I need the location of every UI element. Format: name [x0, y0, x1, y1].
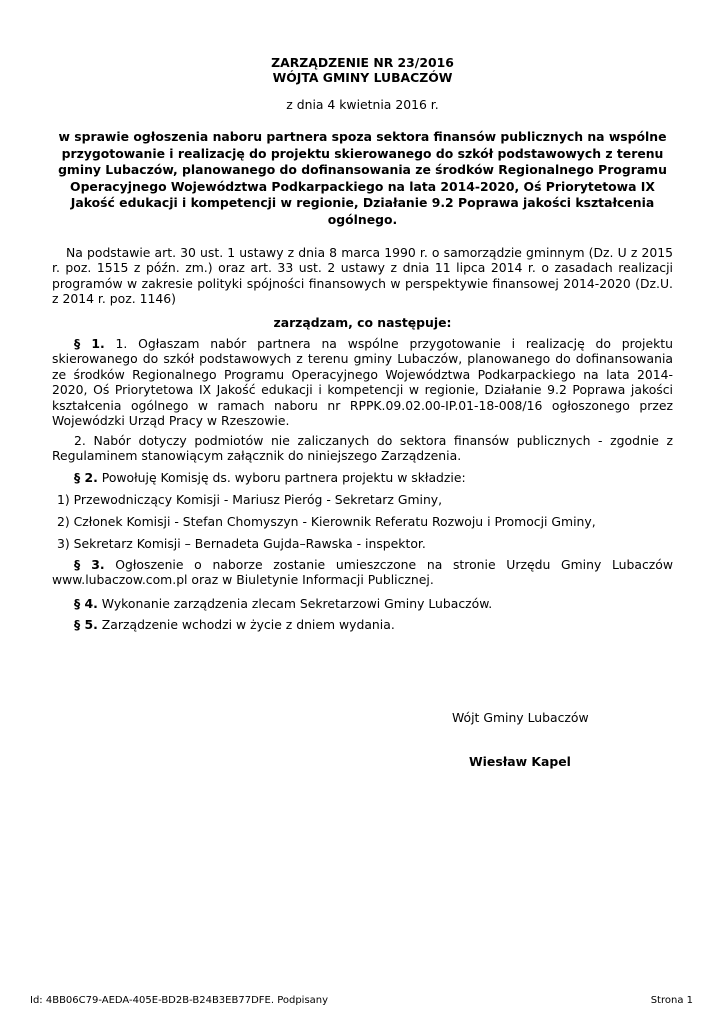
section-4-text: Wykonanie zarządzenia zlecam Sekretarzowi Gminy Lubaczów. — [101, 596, 493, 611]
section-4-label: § 4. — [74, 596, 98, 611]
section-5-text: Zarządzenie wchodzi w życie z dniem wydania. — [101, 617, 395, 632]
document-page — [52, 0, 673, 1024]
section-1-paragraph-2 — [52, 433, 673, 464]
page-number: Strona 1 — [650, 995, 693, 1006]
section-1-paragraph-1 — [52, 336, 673, 428]
signature-role: Wójt Gminy Lubaczów — [452, 710, 589, 725]
section-3-label: § 3. — [74, 557, 105, 572]
section-2-label: § 2. — [74, 470, 98, 485]
title-line-2: WÓJTA GMINY LUBACZÓW — [272, 70, 453, 85]
title-line-1: ZARZĄDZENIE NR 23/2016 — [271, 55, 454, 70]
section-3-paragraph — [52, 557, 673, 588]
section-1-text-1: 1. Ogłaszam nabór partnera na wspólne przygotowanie i realizację do projektu skierowanego do szkół podstawowych z terenu gminy Lubaczów, planowanego do dofinansowania ze środków Regionalnego Programu Operacyjnego Województwa Podkarpackiego na lata 2014-2020, Oś Priorytetowa IX Jakość edukacji i kompetencji w regionie, Działanie 9.2 Poprawa jakości kształcenia ogólnego w ramach naboru nr RPPK.09.02.00-IP.01-18-008/16 ogłoszonego przez Wojewódzki Urząd Pracy w Rzeszowie. — [52, 336, 673, 429]
committee-member-1: 1) Przewodniczący Komisji - Mariusz Pieróg - Sekretarz Gminy, — [57, 492, 443, 507]
document-date: z dnia 4 kwietnia 2016 r. — [286, 97, 439, 112]
section-5-paragraph — [52, 617, 673, 632]
section-1-text-2: 2. Nabór dotyczy podmiotów nie zaliczanych do sektora finansów publicznych - zgodnie z Regulaminem stanowiącym załącznik do niniejszego Zarządzenia. — [52, 433, 673, 464]
section-5-label: § 5. — [74, 617, 98, 632]
section-4-paragraph — [52, 596, 673, 611]
committee-member-2: 2) Członek Komisji - Stefan Chomyszyn - Kierownik Referatu Rozwoju i Promocji Gminy, — [57, 514, 596, 529]
signature-name: Wiesław Kapel — [469, 754, 571, 769]
section-1-label: § 1. — [74, 336, 105, 351]
legal-basis: Na podstawie art. 30 ust. 1 ustawy z dnia 8 marca 1990 r. o samorządzie gminnym (Dz. U z 2015 r. poz. 1515 z późn. zm.) oraz art. 33 ust. 2 ustawy z dnia 11 lipca 2014 r. o zasadach realizacji programów w zakresie polityki spójności finansowych w perspektywie finansowej 2014-2020 (Dz.U. z 2014 r. poz. 1146) — [52, 245, 673, 307]
document-title — [52, 55, 673, 85]
document-id: Id: 4BB06C79-AEDA-405E-BD2B-B24B3EB77DFE. Podpisany — [30, 995, 329, 1006]
section-2-paragraph — [52, 470, 673, 485]
section-3-text: Ogłoszenie o naborze zostanie umieszczone na stronie Urzędu Gminy Lubaczów www.lubaczow.com.pl oraz w Biuletynie Informacji Publicznej. — [52, 557, 673, 588]
committee-member-3: 3) Sekretarz Komisji – Bernadeta Gujda–Rawska - inspektor. — [57, 536, 426, 551]
section-2-text: Powołuję Komisję ds. wyboru partnera projektu w składzie: — [101, 470, 466, 485]
document-subject: w sprawie ogłoszenia naboru partnera spoza sektora finansów publicznych na wspólne przygotowanie i realizację do projektu skierowanego do szkół podstawowych z terenu gminy Lubaczów, planowanego do dofinansowania ze środków Regionalnego Programu Operacyjnego Województwa Podkarpackiego na lata 2014-2020, Oś Priorytetowa IX Jakość edukacji i kompetencji w regionie, Działanie 9.2 Poprawa jakości kształcenia ogólnego. — [58, 129, 667, 227]
decree-line: zarządzam, co następuje: — [273, 315, 452, 330]
